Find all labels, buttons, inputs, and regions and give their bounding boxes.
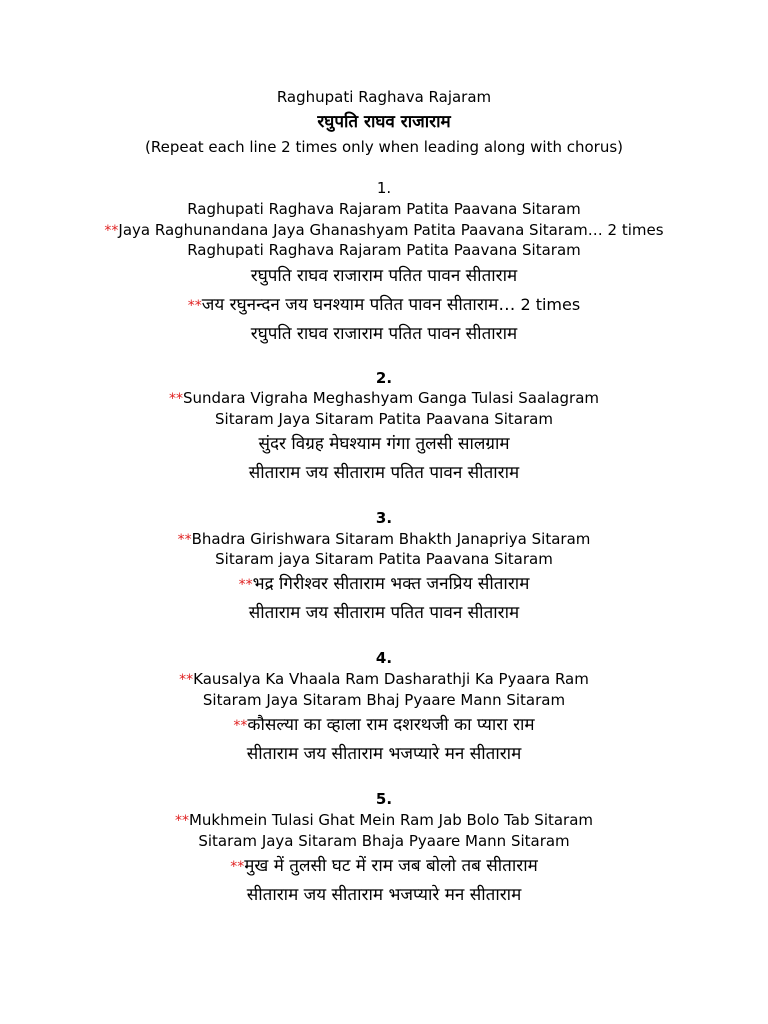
verse-2-hi-line1: सुंदर विग्रह मेघश्याम गंगा तुलसी सालग्राम [258,434,510,454]
verse-5-hi-line2: सीताराम जय सीताराम भजप्यारे मन सीताराम [246,885,522,905]
verse-2-number: 2. [375,369,393,387]
verse-1-hi-line1: रघुपति राघव राजाराम पतित पावन सीताराम [250,266,518,286]
verse-1-hi-line2: **जय रघुनन्दन जय घनश्याम पतित पावन सीताराम… 2 times [187,295,581,315]
verse-3-number: 3. [375,509,393,527]
verse-1-en-line3: Raghupati Raghava Rajaram Patita Paavana Sitaram [187,241,581,259]
verse-1-en-line2: **Jaya Raghunandana Jaya Ghanashyam Patita Paavana Sitaram… 2 times [104,221,664,239]
verse-3-en-line2: Sitaram jaya Sitaram Patita Paavana Sitaram [215,550,553,568]
instruction-text: (Repeat each line 2 times only when leading along with chorus) [144,138,624,156]
verse-4-en-line2: Sitaram Jaya Sitaram Bhaj Pyaare Mann Sitaram [202,691,566,709]
repeat-marker: ** [233,718,248,734]
repeat-marker: ** [177,532,192,548]
repeat-marker: ** [104,223,119,239]
verse-4-en-line1: **Kausalya Ka Vhaala Ram Dasharathji Ka Pyaara Ram [179,670,589,688]
verse-3-hi-line1: **भद्र गिरीश्वर सीताराम भक्त जनप्रिय सीताराम [238,574,530,594]
verse-1-hi-line3: रघुपति राघव राजाराम पतित पावन सीताराम [250,324,518,344]
verse-5-hi-line1: **मुख में तुलसी घट में राम जब बोलो तब सीताराम [230,856,538,876]
verse-1-number: 1. [376,179,392,197]
repeat-marker: ** [238,577,253,593]
verse-2-en-line2: Sitaram Jaya Sitaram Patita Paavana Sitaram [215,410,553,428]
verse-4-number: 4. [375,649,393,667]
title-hindi: रघुपति राघव राजाराम [317,112,451,132]
verse-3-hi-line2: सीताराम जय सीताराम पतित पावन सीताराम [248,603,520,623]
repeat-marker: ** [174,813,189,829]
verse-5-en-line1: **Mukhmein Tulasi Ghat Mein Ram Jab Bolo Tab Sitaram [174,811,594,829]
verse-1-en-line1: Raghupati Raghava Rajaram Patita Paavana Sitaram [187,200,581,218]
verse-4-hi-line1: **कौसल्या का व्हाला राम दशरथजी का प्यारा राम [233,715,535,735]
verse-3-en-line1: **Bhadra Girishwara Sitaram Bhakth Janapriya Sitaram [177,530,591,548]
title-english: Raghupati Raghava Rajaram [276,88,492,106]
verse-5-en-line2: Sitaram Jaya Sitaram Bhaja Pyaare Mann Sitaram [198,832,570,850]
repeat-marker: ** [187,298,202,314]
verse-2-hi-line2: सीताराम जय सीताराम पतित पावन सीताराम [248,463,520,483]
repeat-marker: ** [179,672,194,688]
repeat-marker: ** [230,859,245,875]
verse-5-number: 5. [375,790,393,808]
repeat-marker: ** [168,391,183,407]
verse-4-hi-line2: सीताराम जय सीताराम भजप्यारे मन सीताराम [246,744,522,764]
verse-2-en-line1: **Sundara Vigraha Meghashyam Ganga Tulasi Saalagram [168,389,600,407]
